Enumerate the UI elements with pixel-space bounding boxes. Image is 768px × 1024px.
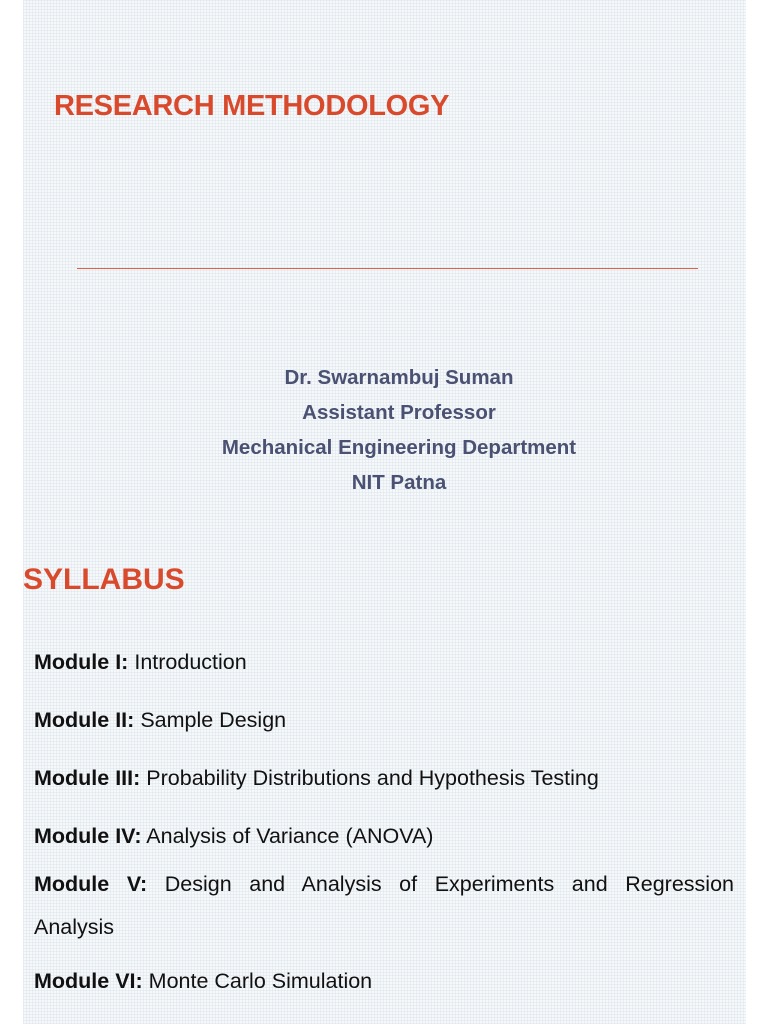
module-item-3 bbox=[34, 766, 734, 792]
module-item-5-continuation: Analysis bbox=[34, 915, 115, 939]
module-title: Introduction bbox=[134, 650, 247, 674]
author-position: Assistant Professor bbox=[302, 401, 496, 424]
author-name: Dr. Swarnambuj Suman bbox=[284, 366, 514, 389]
module-title: Monte Carlo Simulation bbox=[148, 969, 373, 993]
module-label: Module V: bbox=[34, 872, 148, 896]
author-block bbox=[30, 364, 768, 504]
module-label: Module III: bbox=[34, 766, 141, 790]
module-label: Module II: bbox=[34, 708, 135, 732]
module-label: Module IV: bbox=[34, 824, 142, 848]
module-item-6 bbox=[34, 969, 734, 995]
module-item-1 bbox=[34, 650, 734, 676]
module-title: Analysis of Variance (ANOVA) bbox=[146, 824, 434, 848]
module-item-2 bbox=[34, 708, 734, 734]
document-title: RESEARCH METHODOLOGY bbox=[54, 90, 450, 122]
syllabus-heading: SYLLABUS bbox=[23, 563, 185, 596]
author-institute: NIT Patna bbox=[351, 471, 447, 494]
title-divider bbox=[77, 268, 698, 269]
slide-background bbox=[23, 0, 746, 1024]
module-title: Probability Distributions and Hypothesis Testing bbox=[146, 766, 599, 790]
module-item-4 bbox=[34, 824, 734, 850]
module-item-5 bbox=[34, 872, 734, 898]
module-label: Module VI: bbox=[34, 969, 143, 993]
module-title: Sample Design bbox=[140, 708, 287, 732]
author-department: Mechanical Engineering Department bbox=[221, 436, 577, 459]
module-label: Module I: bbox=[34, 650, 129, 674]
module-title: Design and Analysis of Experiments and Regression bbox=[164, 872, 734, 896]
